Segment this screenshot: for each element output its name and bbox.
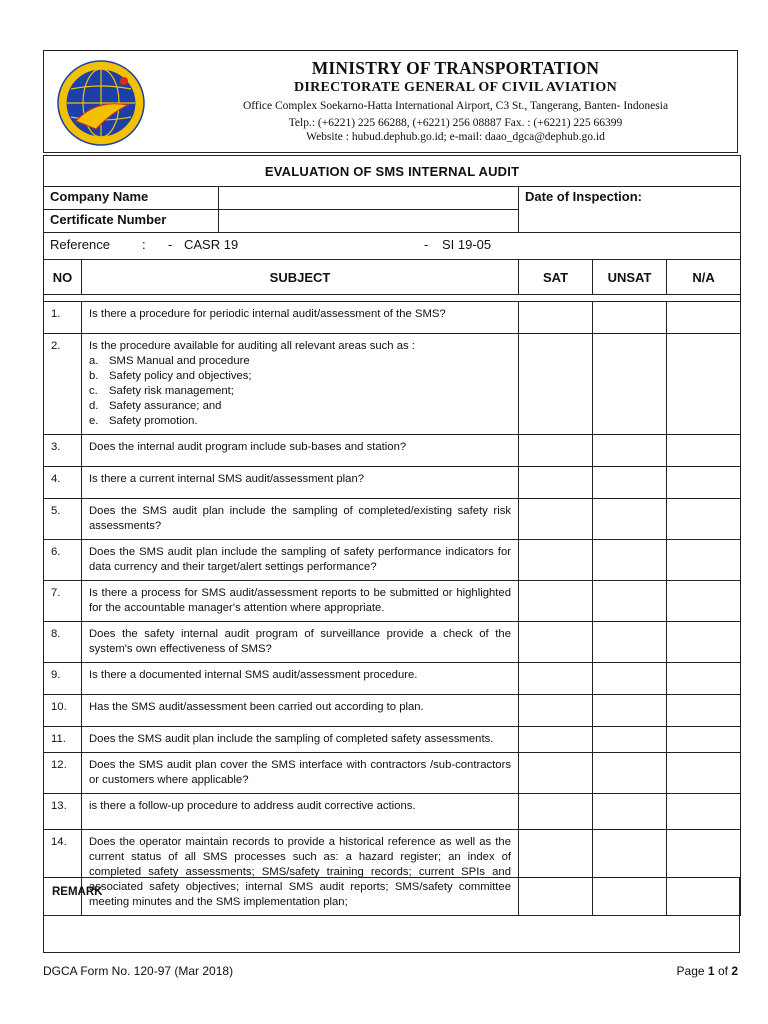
unsat-cell[interactable] xyxy=(593,727,667,753)
reference-dash: - xyxy=(168,237,173,252)
sub-item: a. SMS Manual and procedure xyxy=(89,355,250,367)
question-row xyxy=(44,581,741,622)
page-current: 1 xyxy=(707,964,715,978)
audit-checklist-table xyxy=(43,155,741,916)
na-cell[interactable] xyxy=(667,467,741,499)
sat-cell[interactable] xyxy=(519,499,593,540)
unsat-cell[interactable] xyxy=(593,581,667,622)
remark-label: REMARK xyxy=(52,886,103,898)
sat-cell[interactable] xyxy=(519,727,593,753)
unsat-cell[interactable] xyxy=(593,663,667,695)
page-total: 2 xyxy=(731,964,738,978)
unsat-cell[interactable] xyxy=(593,753,667,794)
office-address: Office Complex Soekarno-Hatta International Airport, C3 St., Tangerang, Banten- Indonesia xyxy=(242,100,669,112)
column-header-row xyxy=(44,260,741,295)
question-intro: Is the procedure available for auditing all relevant areas such as : xyxy=(89,340,415,352)
question-row xyxy=(44,794,741,830)
question-number: 5. xyxy=(44,499,82,540)
certificate-number-field[interactable] xyxy=(219,210,519,233)
question-number: 13. xyxy=(44,794,82,830)
remark-box[interactable] xyxy=(43,877,740,953)
question-text: Is there a procedure for periodic internal audit/assessment of the SMS? xyxy=(82,302,519,334)
unsat-cell[interactable] xyxy=(593,499,667,540)
unsat-cell[interactable] xyxy=(593,794,667,830)
unsat-cell[interactable] xyxy=(593,334,667,435)
form-title: EVALUATION OF SMS INTERNAL AUDIT xyxy=(44,156,741,187)
question-row xyxy=(44,499,741,540)
date-of-inspection-label[interactable]: Date of Inspection: xyxy=(519,187,741,233)
question-number: 2. xyxy=(44,334,82,435)
na-cell[interactable] xyxy=(667,334,741,435)
question-number: 9. xyxy=(44,663,82,695)
page-indicator: Page 1 of 2 xyxy=(676,964,738,978)
telephone-line: Telp.: (+6221) 225 66288, (+6221) 256 08887 Fax. : (+6221) 225 66399 xyxy=(288,117,623,129)
question-text: Does the SMS audit plan include the sampling of completed/existing safety risk assessments? xyxy=(82,499,519,540)
question-row xyxy=(44,663,741,695)
question-number: 7. xyxy=(44,581,82,622)
reference-colon: : xyxy=(142,237,146,252)
sat-cell[interactable] xyxy=(519,435,593,467)
website-line: Website : hubud.dephub.go.id; e-mail: daao_dgca@dephub.go.id xyxy=(306,131,605,143)
unsat-cell[interactable] xyxy=(593,435,667,467)
spacer xyxy=(44,295,741,302)
col-no: NO xyxy=(44,260,82,295)
reference-label: Reference xyxy=(50,237,110,252)
question-row xyxy=(44,334,741,435)
na-cell[interactable] xyxy=(667,499,741,540)
question-row xyxy=(44,727,741,753)
unsat-cell[interactable] xyxy=(593,695,667,727)
reference-dash: - xyxy=(424,237,429,252)
question-text: Is there a documented internal SMS audit/assessment procedure. xyxy=(82,663,519,695)
sat-cell[interactable] xyxy=(519,753,593,794)
question-number: 8. xyxy=(44,622,82,663)
unsat-cell[interactable] xyxy=(593,540,667,581)
col-sat: SAT xyxy=(519,260,593,295)
sub-item-list xyxy=(89,354,511,429)
question-number: 1. xyxy=(44,302,82,334)
question-row xyxy=(44,695,741,727)
question-row xyxy=(44,753,741,794)
na-cell[interactable] xyxy=(667,435,741,467)
directorate-title: DIRECTORATE GENERAL OF CIVIL AVIATION xyxy=(293,80,618,95)
sat-cell[interactable] xyxy=(519,540,593,581)
question-row xyxy=(44,435,741,467)
reference-row xyxy=(44,233,741,260)
unsat-cell[interactable] xyxy=(593,467,667,499)
question-text: is there a follow-up procedure to address audit corrective actions. xyxy=(82,794,519,830)
question-text: Is there a process for SMS audit/assessment reports to be submitted or highlighted for the accountable manager's attention where appropriate. xyxy=(82,581,519,622)
question-text: Does the SMS audit plan cover the SMS interface with contractors /sub-contractors or customers where applicable? xyxy=(82,753,519,794)
sub-item: b. Safety policy and objectives; xyxy=(89,370,252,382)
question-number: 14. xyxy=(44,830,82,916)
sat-cell[interactable] xyxy=(519,663,593,695)
question-number: 11. xyxy=(44,727,82,753)
na-cell[interactable] xyxy=(667,753,741,794)
sat-cell[interactable] xyxy=(519,302,593,334)
form-number: DGCA Form No. 120-97 (Mar 2018) xyxy=(43,964,234,978)
na-cell[interactable] xyxy=(667,302,741,334)
company-name-field[interactable] xyxy=(219,187,519,210)
letterhead xyxy=(43,50,738,153)
sub-item: c. Safety risk management; xyxy=(89,385,234,397)
question-text: Does the operator maintain records to provide a historical reference as well as the current status of all SMS processes such as: a hazard register; an index of completed safety assessments; SMS/safety training records; current SPIs and associated safety objectives; internal SMS audit reports; SMS/safety committee meeting minutes and the SMS implementation plan; xyxy=(82,830,519,916)
sat-cell[interactable] xyxy=(519,794,593,830)
reference-casr: CASR 19 xyxy=(184,237,239,252)
question-number: 4. xyxy=(44,467,82,499)
sub-item: e. Safety promotion. xyxy=(89,415,198,427)
question-row xyxy=(44,467,741,499)
certificate-number-label: Certificate Number xyxy=(44,210,219,233)
question-text: Does the SMS audit plan include the sampling of completed safety assessments. xyxy=(82,727,519,753)
unsat-cell[interactable] xyxy=(593,302,667,334)
na-cell[interactable] xyxy=(667,695,741,727)
sub-item: d. Safety assurance; and xyxy=(89,400,222,412)
sat-cell[interactable] xyxy=(519,622,593,663)
na-cell[interactable] xyxy=(667,727,741,753)
question-text: Does the safety internal audit program of surveillance provide a check of the system's own effectiveness of SMS? xyxy=(82,622,519,663)
na-cell[interactable] xyxy=(667,794,741,830)
question-text: Does the SMS audit plan include the sampling of safety performance indicators for data currency and their target/alert settings performance? xyxy=(82,540,519,581)
question-number: 12. xyxy=(44,753,82,794)
col-unsat: UNSAT xyxy=(593,260,667,295)
question-row xyxy=(44,622,741,663)
unsat-cell[interactable] xyxy=(593,622,667,663)
question-number: 10. xyxy=(44,695,82,727)
reference-si: SI 19-05 xyxy=(442,237,492,252)
question-row xyxy=(44,302,741,334)
na-cell[interactable] xyxy=(667,663,741,695)
ministry-title: MINISTRY OF TRANSPORTATION xyxy=(311,58,600,78)
na-cell[interactable] xyxy=(667,581,741,622)
sat-cell[interactable] xyxy=(519,467,593,499)
question-number: 6. xyxy=(44,540,82,581)
sat-cell[interactable] xyxy=(519,695,593,727)
company-name-label: Company Name xyxy=(44,187,219,210)
na-cell[interactable] xyxy=(667,622,741,663)
na-cell[interactable] xyxy=(667,540,741,581)
question-text: Has the SMS audit/assessment been carried out according to plan. xyxy=(82,695,519,727)
sat-cell[interactable] xyxy=(519,334,593,435)
col-subject: SUBJECT xyxy=(82,260,519,295)
question-text: Is there a current internal SMS audit/assessment plan? xyxy=(82,467,519,499)
ministry-logo xyxy=(56,59,146,147)
question-row xyxy=(44,540,741,581)
col-na: N/A xyxy=(667,260,741,295)
question-number: 3. xyxy=(44,435,82,467)
question-text xyxy=(82,334,519,435)
question-text: Does the internal audit program include sub-bases and station? xyxy=(82,435,519,467)
sat-cell[interactable] xyxy=(519,581,593,622)
